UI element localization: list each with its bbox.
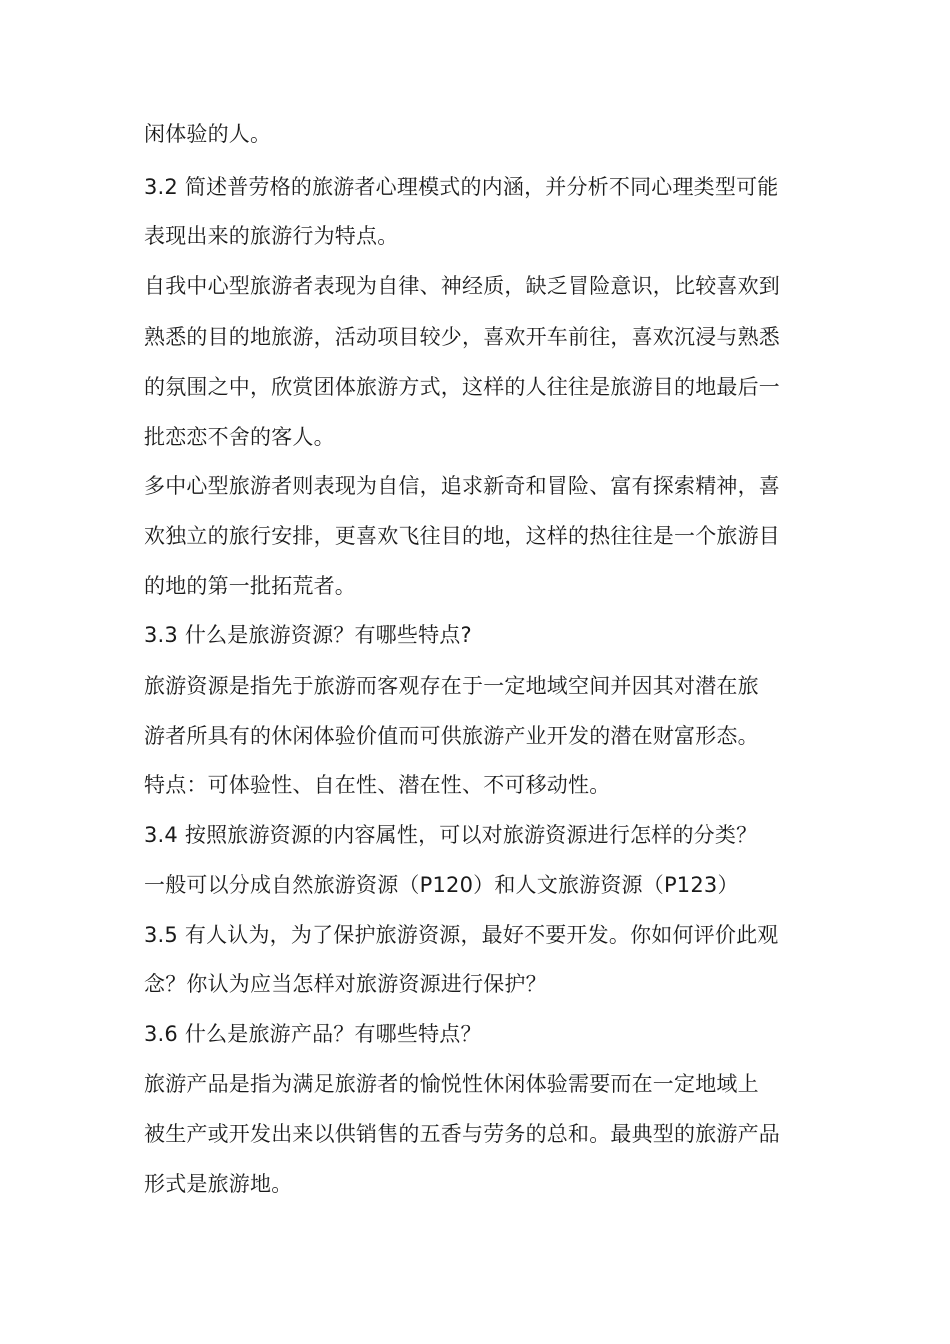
text-line: 欢独立的旅行安排，更喜欢飞往目的地，这样的热往往是一个旅游目 [144,524,780,548]
text-line: 被生产或开发出来以供销售的五香与劳务的总和。最典型的旅游产品 [144,1122,780,1146]
text-line: 旅游产品是指为满足旅游者的愉悦性休闲体验需要而在一定地域上 [144,1072,759,1096]
text-line: 的氛围之中，欣赏团体旅游方式，这样的人往往是旅游目的地最后一 [144,375,780,399]
question-heading-3-5: 3.5 有人认为，为了保护旅游资源，最好不要开发。你如何评价此观 [144,923,779,947]
text-line: 批恋恋不舍的客人。 [144,425,335,449]
text-line: 游者所具有的休闲体验价值而可供旅游产业开发的潜在财富形态。 [144,724,759,748]
text-line: 熟悉的目的地旅游，活动项目较少，喜欢开车前往，喜欢沉浸与熟悉 [144,325,780,349]
text-line: 一般可以分成自然旅游资源（P120）和人文旅游资源（P123） [144,873,739,897]
question-heading-3-4: 3.4 按照旅游资源的内容属性，可以对旅游资源进行怎样的分类？ [144,823,758,847]
text-line: 旅游资源是指先于旅游而客观存在于一定地域空间并因其对潜在旅 [144,674,759,698]
text-line: 的地的第一批拓荒者。 [144,574,356,598]
text-line: 形式是旅游地。 [144,1172,293,1196]
question-heading-3-6: 3.6 什么是旅游产品？有哪些特点？ [144,1022,482,1046]
text-line: 表现出来的旅游行为特点。 [144,224,399,248]
text-line: 念？你认为应当怎样对旅游资源进行保护？ [144,972,547,996]
text-line: 多中心型旅游者则表现为自信，追求新奇和冒险、富有探索精神，喜 [144,474,780,498]
question-heading-3-2: 3.2 简述普劳格的旅游者心理模式的内涵，并分析不同心理类型可能 [144,175,779,199]
text-line: 闲体验的人。 [144,122,272,146]
question-heading-3-3: 3.3 什么是旅游资源？有哪些特点? [144,623,472,647]
text-line: 特点：可体验性、自在性、潜在性、不可移动性。 [144,773,611,797]
text-line: 自我中心型旅游者表现为自律、神经质，缺乏冒险意识，比较喜欢到 [144,274,780,298]
